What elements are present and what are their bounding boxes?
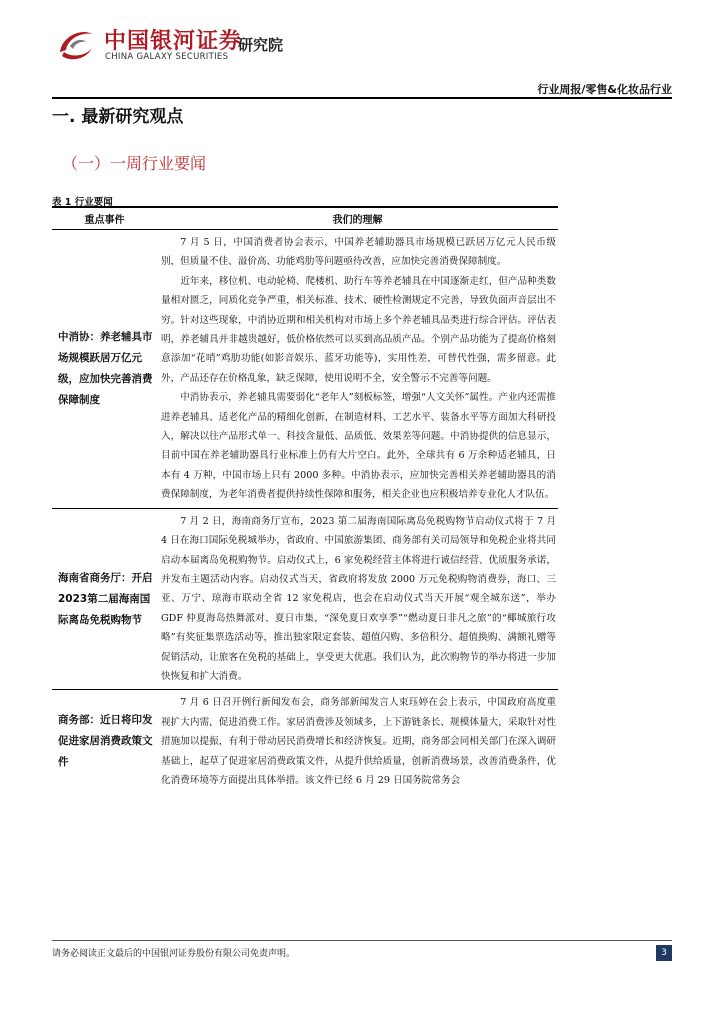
event-title: 商务部：近日将印发促进家居消费政策文件 xyxy=(58,714,153,769)
galaxy-logo-icon xyxy=(52,22,98,68)
analysis-paragraph: 中消协表示，养老辅具需要弱化“老年人”刻板标签，增强“人文关怀”属性。产业内还需推进养老辅具、适老化产品的精细化创新，在制造材料、工艺水平、装备水平等方面加大科研投入，解决以往产品形式单一、科技含量低、品质低、效果差等问题。中消协提供的信息显示，目前中国在养老辅助器具行业标准上仍有大片空白。此外，全球共有 6 万余种适老辅具，日本有 4 万种，中国市场上只有 2000 多种。中消协表示，应加快完善相关养老辅助器具的消费保障制度，为老年消费者提供持续性保障和服务，相关企业也应积极培养专业化人才队伍。 xyxy=(161,392,556,501)
logo-english-name: CHINA GALAXY SECURITIES xyxy=(105,52,229,62)
event-title: 中消协：养老辅具市场规模跃居万亿元级，应加快完善消费保障制度 xyxy=(58,330,153,406)
table-row xyxy=(52,689,558,793)
column-header-understanding: 我们的理解 xyxy=(332,215,383,226)
report-type: 行业周报/零售&化妆品行业 xyxy=(537,83,672,96)
event-analysis xyxy=(157,509,558,690)
section-title: 一. 最新研究观点 xyxy=(52,107,184,127)
table-row xyxy=(52,230,558,508)
footer-divider xyxy=(52,940,672,941)
institute-name: 研究院 xyxy=(238,36,284,54)
analysis-paragraph: 7 月 2 日，海南商务厅宣布，2023 第二届海南国际离岛免税购物节启动仪式将于 7 月 4 日在海口国际免税城举办，省政府、中国旅游集团、商务部有关司局领导和免税企业将共同启动本届离岛免税购物节。启动仪式上，6 家免税经营主体将进行诚信经营、优质服务承诺，并发布主题活动内容。启动仪式当天，省政府将发放 2000 万元免税购物消费券，海口、三亚、万宁、琼海市联动全省 12 家免税店，也会在启动仪式当天开展“观全城东送”，举办 GDF 仲夏海岛热舞派对、夏日市集，“深免夏日欢享季”“燃动夏日非凡之旅”的“椰城旅行攻略”有奖征集票选活动等，推出独家限定套装、超值闪购、多倍积分、超值换购、满额礼赠等促销活动，让旅客在免税的基础上，享受更大优惠。我们认为，此次购物节的举办将进一步加快恢复和扩大消费。 xyxy=(161,515,556,682)
company-logo xyxy=(52,22,282,70)
analysis-paragraph: 近年来，移位机、电动轮椅、爬楼机、助行车等养老辅具在中国逐渐走红，但产品种类数量相对匮乏，同质化竞争严重，相关标准、技术、硬性检测规定不完善，导致负面声音层出不穷。针对这些现象，中消协近期和相关机构对市场上多个养老辅具品类进行综合评估。评估表明，养老辅具并非越贵越好，低价格依然可以买到高品质产品。个别产品功能为了提高价格刻意添加“花哨”鸡肋功能(如影音娱乐、蓝牙功能等)，实用性差，可替代性强，需多留意。此外，产品还存在价格乱象，缺乏保障，使用说明不全，安全警示不完善等问题。 xyxy=(161,275,556,384)
table-row xyxy=(52,508,558,690)
footer-disclaimer: 请务必阅读正文最后的中国银河证券股份有限公司免责声明。 xyxy=(52,949,296,959)
event-title: 海南省商务厅：开启2023第二届海南国际离岛免税购物节 xyxy=(58,571,153,626)
news-table xyxy=(52,206,558,793)
table-caption: 表 1 行业要闻 xyxy=(52,197,113,208)
header-divider xyxy=(52,97,672,99)
table-header xyxy=(52,208,558,230)
event-analysis xyxy=(157,230,558,508)
column-header-event: 重点事件 xyxy=(84,215,125,226)
analysis-paragraph: 7 月 6 日召开例行新闻发布会，商务部新闻发言人束珏婷在会上表示，中国政府高度重视扩大内需，促进消费工作。家居消费涉及领域多，上下游链条长、规模体量大，采取针对性措施加以提振，有利于带动居民消费增长和经济恢复。近期，商务部会同相关部门在深入调研基础上，起草了促进家居消费政策文件，从提升供给质量，创新消费场景，改善消费条件，优化消费环境等方面提出具体举措。该文件已经 6 月 29 日国务院常务会 xyxy=(161,697,556,786)
event-analysis xyxy=(157,690,558,793)
logo-company-name: 中国银河证券 xyxy=(104,29,243,54)
page-number: 3 xyxy=(656,945,672,961)
analysis-paragraph: 7 月 5 日，中国消费者协会表示，中国养老辅助器具市场规模已跃居万亿元人民币级别，但质量不佳、溢价高、功能鸡肋等问题亟待改善，应加快完善消费保障制度。 xyxy=(161,237,556,268)
subsection-title: （一）一周行业要闻 xyxy=(62,154,207,173)
